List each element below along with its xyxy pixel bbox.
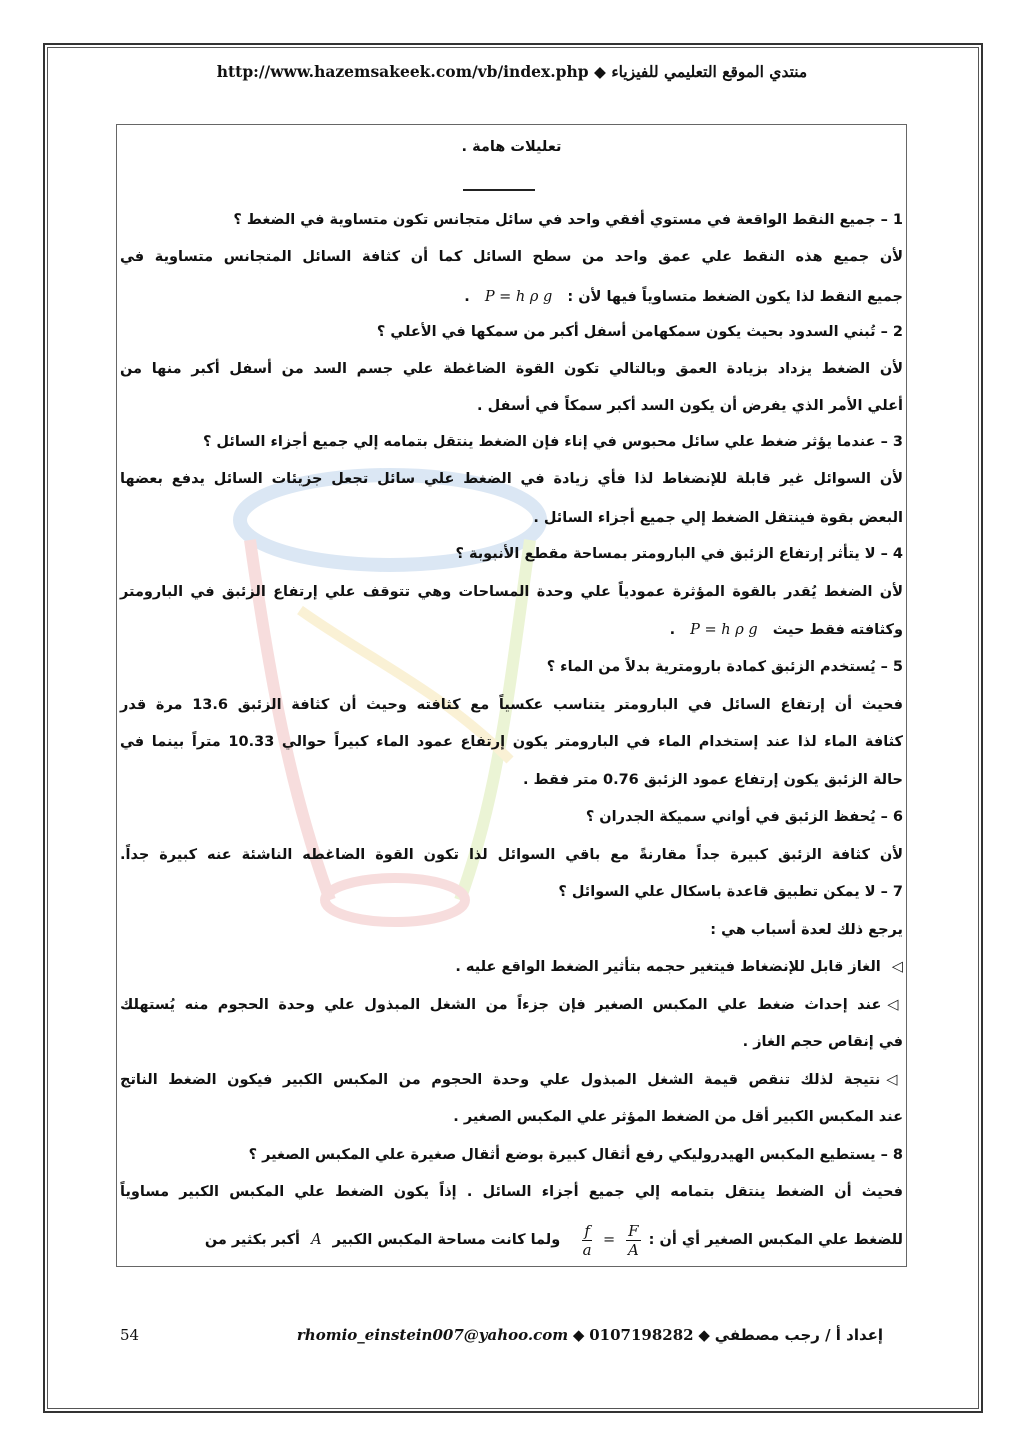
- footer-author: إعداد أ / رجب مصطفي: [714, 1326, 884, 1344]
- formula-pressure: P = h ρ g: [484, 289, 553, 305]
- footer-credit: [270, 1326, 910, 1344]
- frac-denominator: A: [627, 1240, 639, 1259]
- fraction-F-over-A: [626, 1222, 640, 1259]
- text-line: 7 – لا يمكن تطبيق قاعدة باسكال علي السوائل ؟: [558, 884, 903, 900]
- text-span: الغاز قابل للإنضغاط فيتغير حجمه بتأثير الضغط الواقع عليه .: [455, 959, 881, 975]
- text-span: نتيجة لذلك تنقص قيمة الشغل المبذول علي وحدة الحجوم من المكبس الكبير فيكون الضغط الناتج: [120, 1072, 881, 1088]
- text-line: في إنقاص حجم الغاز .: [742, 1034, 903, 1050]
- fraction-f-over-a: [582, 1222, 592, 1259]
- frac-numerator: f: [584, 1221, 590, 1240]
- text-line: لأن كثافة الزئبق كبيرة جداً مقارنةً مع باقي السوائل لذا تكون القوة الضاغطه الناشئة عنه كبيرة جداً.: [120, 847, 903, 863]
- period: .: [464, 289, 470, 305]
- text-line: يرجع ذلك لعدة أسباب هي :: [710, 922, 903, 938]
- text-line: حالة الزئبق يكون إرتفاع عمود الزئبق 0.76 متر فقط .: [522, 772, 903, 788]
- text-line: لأن السوائل غير قابلة للإنضغاط لذا فأي زيادة في الضغط علي سائل تجعل جزيئات السائل يدفع بعضها: [120, 471, 903, 487]
- text-line-formula: [120, 286, 903, 308]
- text-line: لأن الضغط يُقدر بالقوة المؤثرة عمودياً علي وحدة المساحات وهي تتوقف علي إرتفاع الزئبق في البارومتر: [120, 584, 903, 600]
- bullet-icon: ◁: [887, 997, 903, 1013]
- formula-pressure: P = h ρ g: [690, 622, 758, 638]
- text-line: 1 – جميع النقط الواقعة في مستوي أفقي واحد في سائل متجانس تكون متساوية في الضغط ؟: [233, 212, 903, 228]
- text-line: لأن جميع هذه النقط علي عمق واحد من سطح السائل كما أن كثافة السائل المتجانس متساوية في: [120, 249, 903, 265]
- text-line: أعلي الأمر الذي يفرض أن يكون السد أكبر سمكاً في أسفل .: [477, 398, 903, 414]
- page-header: [70, 62, 954, 81]
- bullet-item: [120, 1069, 903, 1091]
- bullet-icon: ◁: [886, 1072, 903, 1088]
- text-line: 5 – يُستخدم الزئبق كمادة بارومترية بدلاً من الماء ؟: [546, 659, 903, 675]
- text-line: فحيث أن الضغط ينتقل بتمامه إلي جميع أجزاء السائل . إذاً يكون الضغط علي المكبس الكبير مساوياً: [120, 1184, 903, 1200]
- frac-denominator: a: [582, 1240, 592, 1259]
- header-separator: ◆: [594, 62, 606, 81]
- header-forum-name: منتدي الموقع التعليمي للفيزياء: [611, 62, 808, 81]
- text-line-formula: [120, 619, 903, 641]
- text-line: فحيث أن إرتفاع السائل في البارومتر يتناسب عكسياً مع كثافته وحيث أن كثافة الزئبق 13.6 مرة قدر: [120, 697, 903, 713]
- text-span: ولما كانت مساحة المكبس الكبير: [332, 1232, 561, 1248]
- page-footer: [120, 1326, 910, 1350]
- text-span: عند إحداث ضغط علي المكبس الصغير فإن جزءاً من الشغل المبذول علي وحدة الحجوم منه يُستهلك: [120, 997, 882, 1013]
- text-line: عند المكبس الكبير أقل من الضغط المؤثر علي المكبس الصغير .: [453, 1109, 903, 1125]
- section-title: تعليلات هامة .: [461, 139, 562, 155]
- text-line: 3 – عندما يؤثر ضغط علي سائل محبوس في إناء فإن الضغط ينتقل بتمامه إلي جميع أجزاء السائل ؟: [202, 434, 903, 450]
- text-span: وكثافته فقط حيث: [772, 622, 903, 638]
- header-url: http://www.hazemsakeek.com/vb/index.php: [216, 62, 589, 81]
- footer-email: rhomio_einstein007@yahoo.com: [296, 1326, 569, 1344]
- footer-phone: 0107198282: [589, 1326, 694, 1344]
- text-line: 4 – لا يتأثر إرتفاع الزئبق في البارومتر بمساحة مقطع الأنبوبة ؟: [455, 546, 903, 562]
- text-line: البعض بقوة فينتقل الضغط إلي جميع أجزاء السائل .: [533, 510, 903, 526]
- text-span: جميع النقط لذا يكون الضغط متساوياً فيها لأن :: [567, 289, 903, 305]
- text-line: 8 – يستطيع المكبس الهيدروليكي رفع أثقال كبيرة بوضع أثقال صغيرة علي المكبس الصغير ؟: [248, 1147, 903, 1163]
- variable-A: A: [311, 1232, 322, 1248]
- footer-separator: ◆: [698, 1326, 710, 1344]
- text-span: للضغط علي المكبس الصغير أي أن :: [648, 1232, 903, 1248]
- text-line: لأن الضغط يزداد بزيادة العمق وبالتالي تكون القوة الضاغطة علي جسم السد من أسفل أكبر منها من: [120, 361, 903, 377]
- bullet-icon: ◁: [891, 959, 903, 975]
- frac-numerator: F: [628, 1221, 639, 1240]
- equals-sign: =: [602, 1232, 616, 1248]
- text-line-fraction: [120, 1218, 903, 1262]
- title-underline: [463, 189, 535, 191]
- bullet-item: [120, 994, 903, 1016]
- bullet-item: [120, 956, 903, 978]
- text-line: 2 – تُبني السدود بحيث يكون سمكهامن أسفل أكبر من سمكها في الأعلي ؟: [376, 324, 903, 340]
- text-line: 6 – يُحفظ الزئبق في أواني سميكة الجدران ؟: [585, 809, 903, 825]
- page-number: 54: [120, 1326, 140, 1344]
- text-span: أكبر بكثير من: [204, 1232, 301, 1248]
- footer-separator: ◆: [572, 1326, 585, 1344]
- text-line: كثافة الماء لذا عند إستخدام الماء في البارومتر يكون إرتفاع عمود الماء كبيراً حوالي 10.33 متراً بينما في: [120, 734, 903, 750]
- period: .: [669, 622, 676, 638]
